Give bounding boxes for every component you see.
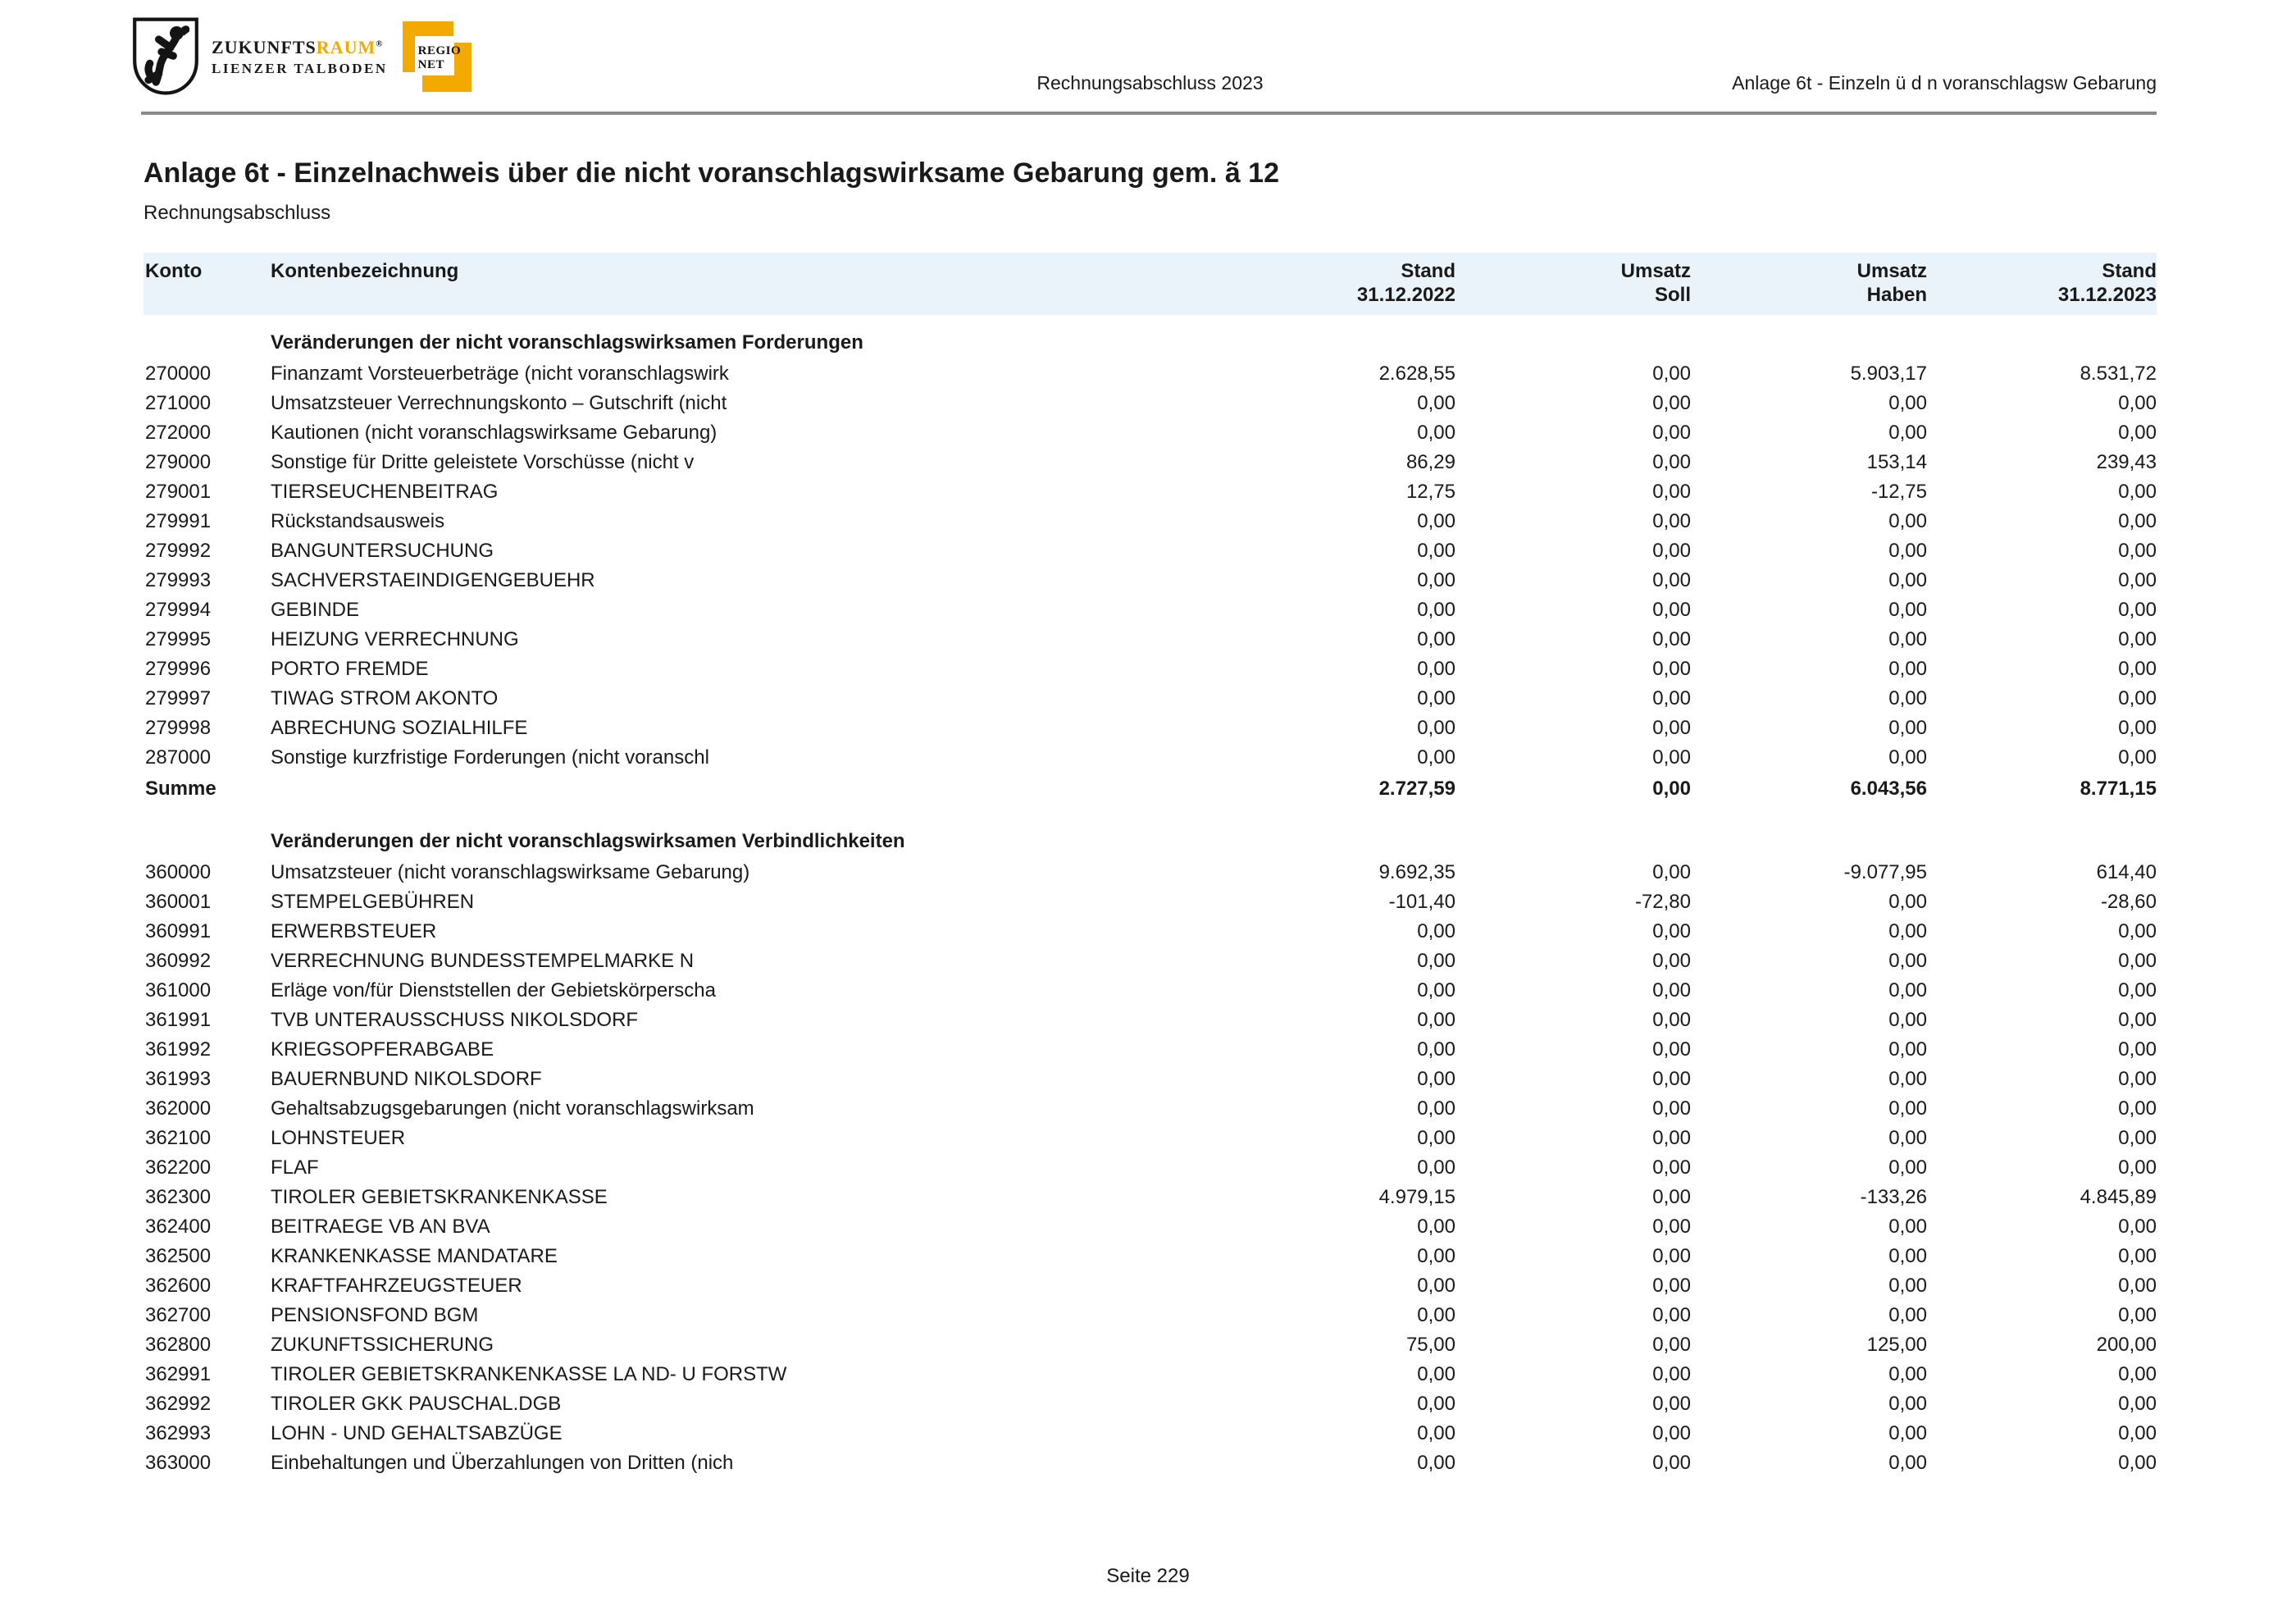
konto-cell: 362991 bbox=[145, 1363, 212, 1385]
table-row bbox=[144, 1124, 2157, 1153]
header-center-text: Rechnungsabschluss 2023 bbox=[1036, 72, 1264, 94]
stand-2022-cell: 0,00 bbox=[1417, 746, 1456, 769]
umsatz-soll-cell: 0,00 bbox=[1652, 392, 1691, 414]
stand-2022-cell: -101,40 bbox=[1388, 891, 1456, 913]
umsatz-soll-cell: 0,00 bbox=[1652, 1363, 1691, 1385]
stand-2022-cell: 0,00 bbox=[1417, 920, 1456, 942]
stand-2022-cell: 0,00 bbox=[1417, 717, 1456, 739]
umsatz-haben-cell: 0,00 bbox=[1888, 1422, 1927, 1444]
column-header-umsatz-soll bbox=[1456, 259, 1691, 307]
table-row bbox=[144, 887, 2157, 917]
umsatz-haben-cell: 0,00 bbox=[1888, 950, 1927, 972]
umsatz-haben-cell: 0,00 bbox=[1888, 1097, 1927, 1120]
konto-cell: 362800 bbox=[145, 1334, 212, 1356]
header-right-text: Anlage 6t - Einzeln ü d n voranschlagsw Gebarung bbox=[1732, 72, 2157, 94]
stand-2022-cell: 2.628,55 bbox=[1378, 363, 1456, 385]
umsatz-soll-cell: 0,00 bbox=[1652, 510, 1691, 532]
stand-2022-cell: 0,00 bbox=[1417, 1216, 1456, 1238]
stand-2023-cell: 8.531,72 bbox=[2080, 363, 2157, 385]
table-row bbox=[144, 1094, 2157, 1124]
stand-2022-cell: 0,00 bbox=[1417, 599, 1456, 621]
section-header-label: Veränderungen der nicht voranschlagswirksamen Forderungen bbox=[271, 331, 863, 354]
stand-2022-cell: 0,00 bbox=[1417, 1363, 1456, 1385]
konto-cell: 362500 bbox=[145, 1245, 212, 1267]
page-subtitle: Rechnungsabschluss bbox=[144, 202, 331, 224]
umsatz-soll-cell: -72,80 bbox=[1634, 891, 1691, 913]
stand-2023-cell: 0,00 bbox=[2118, 920, 2157, 942]
stand-2023-cell: 4.845,89 bbox=[2080, 1186, 2157, 1208]
kontenbezeichnung-cell: Finanzamt Vorsteuerbeträge (nicht voranschlagswirk bbox=[271, 363, 729, 385]
konto-cell: 270000 bbox=[145, 363, 212, 385]
umsatz-haben-cell: 0,00 bbox=[1888, 1363, 1927, 1385]
table-body bbox=[144, 326, 2157, 1498]
stand-2023-cell: 0,00 bbox=[2118, 1156, 2157, 1179]
stand-2023-cell: -28,60 bbox=[2100, 891, 2157, 913]
table-row bbox=[144, 625, 2157, 655]
umsatz-soll-cell: 0,00 bbox=[1652, 1156, 1691, 1179]
umsatz-haben-cell: 125,00 bbox=[1866, 1334, 1927, 1356]
konto-cell: 279000 bbox=[145, 451, 212, 473]
stand-2022-cell: 0,00 bbox=[1417, 628, 1456, 650]
umsatz-soll-cell: 0,00 bbox=[1652, 1097, 1691, 1120]
stand-2022-cell: 0,00 bbox=[1417, 1304, 1456, 1326]
table-row bbox=[144, 1301, 2157, 1330]
kontenbezeichnung-cell: TVB UNTERAUSSCHUSS NIKOLSDORF bbox=[271, 1009, 639, 1031]
konto-cell: 362200 bbox=[145, 1156, 212, 1179]
umsatz-haben-cell: 0,00 bbox=[1888, 717, 1927, 739]
umsatz-haben-cell: 0,00 bbox=[1888, 1216, 1927, 1238]
table-row bbox=[144, 684, 2157, 714]
umsatz-haben-cell: 0,00 bbox=[1888, 540, 1927, 562]
konto-cell: 362700 bbox=[145, 1304, 212, 1326]
stand-2022-cell: 12,75 bbox=[1405, 481, 1456, 503]
kontenbezeichnung-cell: PENSIONSFOND BGM bbox=[271, 1304, 479, 1326]
konto-cell: 361993 bbox=[145, 1068, 212, 1090]
konto-cell: 279995 bbox=[145, 628, 212, 650]
kontenbezeichnung-cell: Sonstige für Dritte geleistete Vorschüsse (nicht v bbox=[271, 451, 695, 473]
kontenbezeichnung-cell: TIWAG STROM AKONTO bbox=[271, 687, 499, 709]
kontenbezeichnung-cell: KRIEGSOPFERABGABE bbox=[271, 1038, 494, 1061]
table-row bbox=[144, 1242, 2157, 1271]
table-row bbox=[144, 389, 2157, 418]
stand-2023-cell: 0,00 bbox=[2118, 628, 2157, 650]
stand-2023-cell: 0,00 bbox=[2118, 1127, 2157, 1149]
column-header-stand-2022 bbox=[1226, 259, 1456, 307]
table-row bbox=[144, 477, 2157, 507]
stand-2022-cell: 0,00 bbox=[1417, 1275, 1456, 1297]
column-header-line: Umsatz bbox=[1856, 260, 1927, 282]
stand-2023-cell: 0,00 bbox=[2118, 1363, 2157, 1385]
stand-2022-cell: 0,00 bbox=[1417, 687, 1456, 709]
table-row bbox=[144, 1212, 2157, 1242]
stand-2022-cell: 0,00 bbox=[1417, 1068, 1456, 1090]
umsatz-soll-cell: 0,00 bbox=[1652, 1245, 1691, 1267]
kontenbezeichnung-cell: KRAFTFAHRZEUGSTEUER bbox=[271, 1275, 522, 1297]
umsatz-haben-cell: 0,00 bbox=[1888, 979, 1927, 1001]
stand-2023-cell: 0,00 bbox=[2118, 1393, 2157, 1415]
kontenbezeichnung-cell: TIERSEUCHENBEITRAG bbox=[271, 481, 499, 503]
umsatz-haben-cell: 0,00 bbox=[1888, 628, 1927, 650]
stand-2023-cell: 0,00 bbox=[2118, 717, 2157, 739]
stand-2022-cell: 0,00 bbox=[1417, 392, 1456, 414]
table-header-row bbox=[144, 253, 2157, 315]
table-row bbox=[144, 1330, 2157, 1360]
stand-2022-cell: 0,00 bbox=[1417, 1038, 1456, 1061]
umsatz-haben-cell: 0,00 bbox=[1888, 1245, 1927, 1267]
konto-cell: 362400 bbox=[145, 1216, 212, 1238]
konto-cell: 287000 bbox=[145, 746, 212, 769]
umsatz-haben-cell: 0,00 bbox=[1888, 1068, 1927, 1090]
stand-2023-cell: 0,00 bbox=[2118, 510, 2157, 532]
column-header-umsatz-haben bbox=[1691, 259, 1927, 307]
summe-umsatz-soll: 0,00 bbox=[1652, 778, 1691, 800]
stand-2022-cell: 75,00 bbox=[1405, 1334, 1456, 1356]
umsatz-soll-cell: 0,00 bbox=[1652, 481, 1691, 503]
stand-2022-cell: 0,00 bbox=[1417, 1156, 1456, 1179]
stand-2023-cell: 0,00 bbox=[2118, 1275, 2157, 1297]
column-header-line: Umsatz bbox=[1620, 260, 1691, 282]
summe-stand-2023: 8.771,15 bbox=[2080, 778, 2157, 800]
stand-2023-cell: 0,00 bbox=[2118, 1304, 2157, 1326]
umsatz-haben-cell: 0,00 bbox=[1888, 599, 1927, 621]
kontenbezeichnung-cell: Kautionen (nicht voranschlagswirksame Gebarung) bbox=[271, 422, 718, 444]
stand-2022-cell: 0,00 bbox=[1417, 950, 1456, 972]
column-header-konto: Konto bbox=[145, 260, 203, 282]
regionet-inner bbox=[415, 36, 462, 75]
stand-2022-cell: 0,00 bbox=[1417, 510, 1456, 532]
umsatz-haben-cell: 0,00 bbox=[1888, 1127, 1927, 1149]
konto-cell: 362992 bbox=[145, 1393, 212, 1415]
umsatz-haben-cell: 0,00 bbox=[1888, 1038, 1927, 1061]
kontenbezeichnung-cell: Rückstandsausweis bbox=[271, 510, 445, 532]
umsatz-soll-cell: 0,00 bbox=[1652, 569, 1691, 591]
umsatz-haben-cell: 0,00 bbox=[1888, 392, 1927, 414]
table-row bbox=[144, 1006, 2157, 1035]
umsatz-soll-cell: 0,00 bbox=[1652, 861, 1691, 883]
table-row bbox=[144, 359, 2157, 389]
umsatz-haben-cell: 0,00 bbox=[1888, 1009, 1927, 1031]
table-row bbox=[144, 1448, 2157, 1478]
konto-cell: 279991 bbox=[145, 510, 212, 532]
table-row bbox=[144, 418, 2157, 448]
table-row bbox=[144, 714, 2157, 743]
column-header-line: Soll bbox=[1654, 284, 1691, 306]
table-row bbox=[144, 566, 2157, 595]
section-gap bbox=[144, 805, 2157, 825]
table-row bbox=[144, 1065, 2157, 1094]
page-header bbox=[144, 72, 2157, 97]
kontenbezeichnung-cell: TIROLER GKK PAUSCHAL.DGB bbox=[271, 1393, 562, 1415]
umsatz-soll-cell: 0,00 bbox=[1652, 1038, 1691, 1061]
zukunftsraum-subline: LIENZER TALBODEN bbox=[212, 60, 388, 76]
stand-2023-cell: 0,00 bbox=[2118, 1245, 2157, 1267]
umsatz-soll-cell: 0,00 bbox=[1652, 599, 1691, 621]
stand-2022-cell: 0,00 bbox=[1417, 1127, 1456, 1149]
konto-cell: 361000 bbox=[145, 979, 212, 1001]
kontenbezeichnung-cell: Umsatzsteuer Verrechnungskonto – Gutschrift (nicht bbox=[271, 392, 727, 414]
konto-cell: 271000 bbox=[145, 392, 212, 414]
umsatz-soll-cell: 0,00 bbox=[1652, 1186, 1691, 1208]
umsatz-soll-cell: 0,00 bbox=[1652, 1216, 1691, 1238]
umsatz-soll-cell: 0,00 bbox=[1652, 628, 1691, 650]
table-row bbox=[144, 595, 2157, 625]
regionet-line2: NET bbox=[417, 58, 444, 71]
stand-2023-cell: 0,00 bbox=[2118, 687, 2157, 709]
stand-2023-cell: 200,00 bbox=[2096, 1334, 2157, 1356]
konto-cell: 279997 bbox=[145, 687, 212, 709]
umsatz-haben-cell: 5.903,17 bbox=[1850, 363, 1927, 385]
table-row bbox=[144, 743, 2157, 773]
stand-2023-cell: 0,00 bbox=[2118, 481, 2157, 503]
umsatz-haben-cell: 0,00 bbox=[1888, 422, 1927, 444]
stand-2022-cell: 4.979,15 bbox=[1378, 1186, 1456, 1208]
stand-2023-cell: 0,00 bbox=[2118, 1452, 2157, 1474]
umsatz-soll-cell: 0,00 bbox=[1652, 363, 1691, 385]
umsatz-haben-cell: 0,00 bbox=[1888, 510, 1927, 532]
zukunftsraum-black: ZUKUNFTS bbox=[212, 36, 317, 57]
umsatz-soll-cell: 0,00 bbox=[1652, 979, 1691, 1001]
table-row bbox=[144, 976, 2157, 1006]
umsatz-soll-cell: 0,00 bbox=[1652, 717, 1691, 739]
section-header-spacer bbox=[144, 326, 271, 359]
kontenbezeichnung-cell: TIROLER GEBIETSKRANKENKASSE bbox=[271, 1186, 608, 1208]
summe-umsatz-haben: 6.043,56 bbox=[1850, 778, 1927, 800]
stand-2023-cell: 0,00 bbox=[2118, 979, 2157, 1001]
konto-cell: 279994 bbox=[145, 599, 212, 621]
stand-2023-cell: 0,00 bbox=[2118, 746, 2157, 769]
kontenbezeichnung-cell: ZUKUNFTSSICHERUNG bbox=[271, 1334, 494, 1356]
stand-2023-cell: 0,00 bbox=[2118, 392, 2157, 414]
umsatz-soll-cell: 0,00 bbox=[1652, 658, 1691, 680]
umsatz-haben-cell: -133,26 bbox=[1860, 1186, 1927, 1208]
stand-2022-cell: 0,00 bbox=[1417, 1422, 1456, 1444]
stand-2022-cell: 0,00 bbox=[1417, 658, 1456, 680]
accounts-table bbox=[144, 253, 2157, 1498]
kontenbezeichnung-cell: HEIZUNG VERRECHNUNG bbox=[271, 628, 519, 650]
kontenbezeichnung-cell: TIROLER GEBIETSKRANKENKASSE LA ND- U FORSTW bbox=[271, 1363, 787, 1385]
kontenbezeichnung-cell: ERWERBSTEUER bbox=[271, 920, 437, 942]
umsatz-soll-cell: 0,00 bbox=[1652, 451, 1691, 473]
column-header-stand-2023 bbox=[1927, 259, 2157, 307]
stand-2022-cell: 0,00 bbox=[1417, 1393, 1456, 1415]
table-row bbox=[144, 1419, 2157, 1448]
page-title: Anlage 6t - Einzelnachweis über die nicht voranschlagswirksame Gebarung gem. ã 12 bbox=[144, 157, 1280, 189]
konto-cell: 360001 bbox=[145, 891, 212, 913]
summe-stand-2022: 2.727,59 bbox=[1378, 778, 1456, 800]
umsatz-haben-cell: 0,00 bbox=[1888, 1156, 1927, 1179]
kontenbezeichnung-cell: Umsatzsteuer (nicht voranschlagswirksame Gebarung) bbox=[271, 861, 750, 883]
section-gap bbox=[144, 1478, 2157, 1498]
umsatz-soll-cell: 0,00 bbox=[1652, 540, 1691, 562]
konto-cell: 362300 bbox=[145, 1186, 212, 1208]
page-number: Seite 229 bbox=[1106, 1565, 1190, 1587]
summe-spacer bbox=[271, 773, 1226, 805]
kontenbezeichnung-cell: GEBINDE bbox=[271, 599, 360, 621]
konto-cell: 362000 bbox=[145, 1097, 212, 1120]
stand-2022-cell: 0,00 bbox=[1417, 422, 1456, 444]
kontenbezeichnung-cell: Gehaltsabzugsgebarungen (nicht voranschlagswirksam bbox=[271, 1097, 754, 1120]
stand-2022-cell: 86,29 bbox=[1405, 451, 1456, 473]
konto-cell: 361992 bbox=[145, 1038, 212, 1061]
kontenbezeichnung-cell: PORTO FREMDE bbox=[271, 658, 429, 680]
stand-2022-cell: 0,00 bbox=[1417, 1452, 1456, 1474]
konto-cell: 361991 bbox=[145, 1009, 212, 1031]
kontenbezeichnung-cell: SACHVERSTAEINDIGENGEBUEHR bbox=[271, 569, 595, 591]
table-row bbox=[144, 655, 2157, 684]
stand-2023-cell: 0,00 bbox=[2118, 422, 2157, 444]
stand-2023-cell: 0,00 bbox=[2118, 658, 2157, 680]
stand-2023-cell: 0,00 bbox=[2118, 1068, 2157, 1090]
kontenbezeichnung-cell: LOHN - UND GEHALTSABZÜGE bbox=[271, 1422, 563, 1444]
section-header-row bbox=[144, 326, 2157, 359]
stand-2022-cell: 0,00 bbox=[1417, 1009, 1456, 1031]
umsatz-soll-cell: 0,00 bbox=[1652, 746, 1691, 769]
umsatz-soll-cell: 0,00 bbox=[1652, 422, 1691, 444]
kontenbezeichnung-cell: Sonstige kurzfristige Forderungen (nicht voranschl bbox=[271, 746, 709, 769]
stand-2023-cell: 0,00 bbox=[2118, 569, 2157, 591]
zukunftsraum-wordmark bbox=[212, 36, 388, 57]
section-header-label: Veränderungen der nicht voranschlagswirksamen Verbindlichkeiten bbox=[271, 830, 905, 852]
umsatz-soll-cell: 0,00 bbox=[1652, 950, 1691, 972]
stand-2022-cell: 9.692,35 bbox=[1378, 861, 1456, 883]
column-header-kontenbezeichnung: Kontenbezeichnung bbox=[271, 260, 459, 282]
table-row bbox=[144, 1183, 2157, 1212]
umsatz-haben-cell: 0,00 bbox=[1888, 1304, 1927, 1326]
umsatz-haben-cell: 0,00 bbox=[1888, 920, 1927, 942]
registered-mark: ® bbox=[376, 39, 384, 49]
umsatz-haben-cell: 0,00 bbox=[1888, 1393, 1927, 1415]
umsatz-haben-cell: 0,00 bbox=[1888, 1452, 1927, 1474]
umsatz-haben-cell: 0,00 bbox=[1888, 746, 1927, 769]
stand-2023-cell: 0,00 bbox=[2118, 599, 2157, 621]
column-header-line: 31.12.2023 bbox=[2057, 284, 2157, 306]
table-row bbox=[144, 1035, 2157, 1065]
umsatz-haben-cell: 0,00 bbox=[1888, 658, 1927, 680]
table-row bbox=[144, 507, 2157, 536]
stand-2023-cell: 0,00 bbox=[2118, 1422, 2157, 1444]
stand-2023-cell: 0,00 bbox=[2118, 1097, 2157, 1120]
umsatz-soll-cell: 0,00 bbox=[1652, 1009, 1691, 1031]
umsatz-soll-cell: 0,00 bbox=[1652, 1127, 1691, 1149]
stand-2023-cell: 0,00 bbox=[2118, 1009, 2157, 1031]
konto-cell: 363000 bbox=[145, 1452, 212, 1474]
table-row bbox=[144, 1271, 2157, 1301]
umsatz-haben-cell: 0,00 bbox=[1888, 687, 1927, 709]
konto-cell: 272000 bbox=[145, 422, 212, 444]
umsatz-haben-cell: 0,00 bbox=[1888, 569, 1927, 591]
konto-cell: 362600 bbox=[145, 1275, 212, 1297]
kontenbezeichnung-cell: BEITRAEGE VB AN BVA bbox=[271, 1216, 490, 1238]
regionet-line1: REGIO bbox=[417, 44, 462, 57]
table-row bbox=[144, 1360, 2157, 1389]
stand-2023-cell: 239,43 bbox=[2096, 451, 2157, 473]
stand-2023-cell: 0,00 bbox=[2118, 1216, 2157, 1238]
konto-cell: 279998 bbox=[145, 717, 212, 739]
konto-cell: 279001 bbox=[145, 481, 212, 503]
umsatz-haben-cell: 153,14 bbox=[1866, 451, 1927, 473]
column-header-line: Stand bbox=[1401, 260, 1456, 282]
stand-2023-cell: 0,00 bbox=[2118, 950, 2157, 972]
table-row bbox=[144, 536, 2157, 566]
umsatz-soll-cell: 0,00 bbox=[1652, 920, 1691, 942]
umsatz-soll-cell: 0,00 bbox=[1652, 687, 1691, 709]
zukunftsraum-gold: RAUM bbox=[316, 36, 376, 57]
kontenbezeichnung-cell: BAUERNBUND NIKOLSDORF bbox=[271, 1068, 542, 1090]
summe-row bbox=[144, 773, 2157, 805]
table-row bbox=[144, 1153, 2157, 1183]
umsatz-haben-cell: -12,75 bbox=[1870, 481, 1927, 503]
zukunftsraum-logo bbox=[212, 36, 388, 76]
column-header-line: 31.12.2022 bbox=[1356, 284, 1456, 306]
umsatz-soll-cell: 0,00 bbox=[1652, 1422, 1691, 1444]
kontenbezeichnung-cell: ABRECHUNG SOZIALHILFE bbox=[271, 717, 528, 739]
stand-2023-cell: 0,00 bbox=[2118, 540, 2157, 562]
umsatz-haben-cell: 0,00 bbox=[1888, 1275, 1927, 1297]
table-row bbox=[144, 858, 2157, 887]
table-row bbox=[144, 947, 2157, 976]
umsatz-haben-cell: -9.077,95 bbox=[1843, 861, 1927, 883]
kontenbezeichnung-cell: STEMPELGEBÜHREN bbox=[271, 891, 475, 913]
stand-2023-cell: 614,40 bbox=[2096, 861, 2157, 883]
konto-cell: 360991 bbox=[145, 920, 212, 942]
stand-2022-cell: 0,00 bbox=[1417, 979, 1456, 1001]
konto-cell: 362100 bbox=[145, 1127, 212, 1149]
kontenbezeichnung-cell: LOHNSTEUER bbox=[271, 1127, 406, 1149]
umsatz-haben-cell: 0,00 bbox=[1888, 891, 1927, 913]
umsatz-soll-cell: 0,00 bbox=[1652, 1068, 1691, 1090]
kontenbezeichnung-cell: BANGUNTERSUCHUNG bbox=[271, 540, 494, 562]
konto-cell: 279996 bbox=[145, 658, 212, 680]
umsatz-soll-cell: 0,00 bbox=[1652, 1304, 1691, 1326]
kontenbezeichnung-cell: Einbehaltungen und Überzahlungen von Dritten (nich bbox=[271, 1452, 734, 1474]
umsatz-soll-cell: 0,00 bbox=[1652, 1393, 1691, 1415]
stand-2022-cell: 0,00 bbox=[1417, 569, 1456, 591]
konto-cell: 362993 bbox=[145, 1422, 212, 1444]
umsatz-soll-cell: 0,00 bbox=[1652, 1334, 1691, 1356]
umsatz-soll-cell: 0,00 bbox=[1652, 1452, 1691, 1474]
table-row bbox=[144, 917, 2157, 947]
stand-2022-cell: 0,00 bbox=[1417, 1097, 1456, 1120]
section-header-row bbox=[144, 825, 2157, 858]
table-row bbox=[144, 1389, 2157, 1419]
stand-2022-cell: 0,00 bbox=[1417, 540, 1456, 562]
summe-label: Summe bbox=[145, 778, 216, 800]
column-header-line: Haben bbox=[1866, 284, 1927, 306]
section-header-spacer bbox=[144, 825, 271, 858]
stand-2022-cell: 0,00 bbox=[1417, 1245, 1456, 1267]
umsatz-soll-cell: 0,00 bbox=[1652, 1275, 1691, 1297]
stand-2023-cell: 0,00 bbox=[2118, 1038, 2157, 1061]
kontenbezeichnung-cell: Erläge von/für Dienststellen der Gebietskörperscha bbox=[271, 979, 716, 1001]
header-rule bbox=[141, 112, 2157, 115]
konto-cell: 279993 bbox=[145, 569, 212, 591]
kontenbezeichnung-cell: FLAF bbox=[271, 1156, 319, 1179]
konto-cell: 360000 bbox=[145, 861, 212, 883]
konto-cell: 360992 bbox=[145, 950, 212, 972]
konto-cell: 279992 bbox=[145, 540, 212, 562]
table-row bbox=[144, 448, 2157, 477]
kontenbezeichnung-cell: VERRECHNUNG BUNDESSTEMPELMARKE N bbox=[271, 950, 695, 972]
column-header-line: Stand bbox=[2102, 260, 2157, 282]
kontenbezeichnung-cell: KRANKENKASSE MANDATARE bbox=[271, 1245, 558, 1267]
